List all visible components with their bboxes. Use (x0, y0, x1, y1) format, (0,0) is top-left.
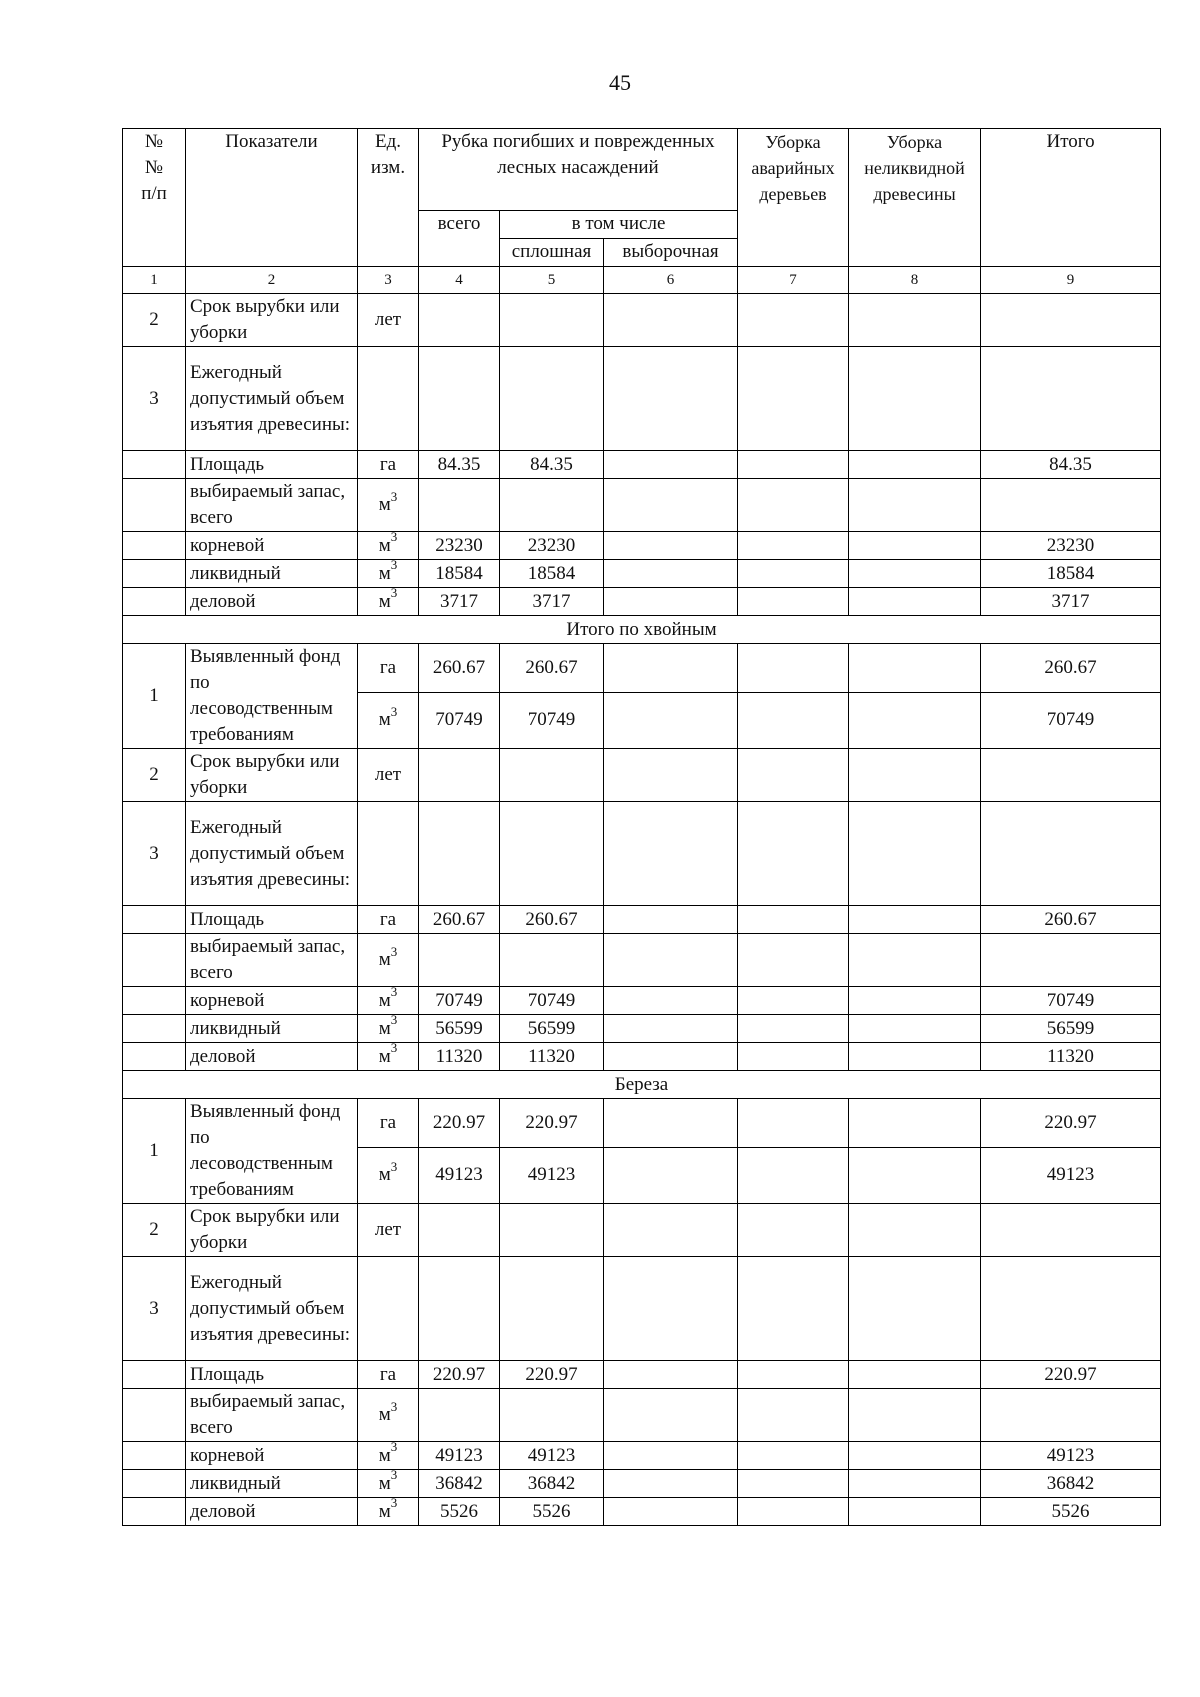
col-number: 8 (849, 267, 981, 294)
header-selective: выборочная (604, 239, 738, 267)
table-row: ликвидный $м^3$ 36842 36842 36842 (123, 1470, 1161, 1498)
col-number: 1 (123, 267, 186, 294)
section-title: Итого по хвойным (123, 616, 1161, 644)
table-row: 3 Ежегодный допустимый объем изъятия древесины: (123, 802, 1161, 906)
table-row: Площадь га 260.67 260.67 260.67 (123, 906, 1161, 934)
col-number: 4 (419, 267, 500, 294)
table-row: 3 Ежегодный допустимый объем изъятия древесины: (123, 347, 1161, 451)
table-row: деловой $м^3$ 5526 5526 5526 (123, 1498, 1161, 1526)
table-row: Площадь га 220.97 220.97 220.97 (123, 1361, 1161, 1389)
table-row: корневой $м^3$ 70749 70749 70749 (123, 987, 1161, 1015)
section-title-row (123, 616, 1161, 644)
table-row: ликвидный $м^3$ 56599 56599 56599 (123, 1015, 1161, 1043)
col-number: 3 (358, 267, 419, 294)
header-num: № № п/п (123, 129, 186, 267)
table-row: $м^3$ 70749 70749 70749 (123, 692, 1161, 748)
column-numbers-row (123, 267, 1161, 294)
table-row: деловой $м^3$ 3717 3717 3717 (123, 588, 1161, 616)
col-number: 5 (500, 267, 604, 294)
col-number: 6 (604, 267, 738, 294)
table-row: выбираемый запас, всего $м^3$ (123, 934, 1161, 987)
col-number: 7 (738, 267, 849, 294)
col-number: 9 (981, 267, 1161, 294)
header-including: в том числе (500, 211, 738, 239)
page-number: 45 (609, 70, 631, 95)
section-title: Береза (123, 1071, 1161, 1099)
table-row: Площадь га 84.35 84.35 84.35 (123, 451, 1161, 479)
table-row: 2 Срок вырубки или уборки лет (123, 749, 1161, 802)
table-row: 3 Ежегодный допустимый объем изъятия древесины: (123, 1257, 1161, 1361)
section-title-row (123, 1071, 1161, 1099)
table-row: выбираемый запас, всего $м^3$ (123, 479, 1161, 532)
table-row: 1 Выявленный фонд по лесоводственным требованиям га 260.67 260.67 260.67 (123, 644, 1161, 693)
table-row: $м^3$ 49123 49123 49123 (123, 1147, 1161, 1203)
table-row: корневой $м^3$ 23230 23230 23230 (123, 532, 1161, 560)
felling-indicators-table (122, 128, 1161, 1526)
table-row: 1 Выявленный фонд по лесоводственным требованиям га 220.97 220.97 220.97 (123, 1099, 1161, 1148)
col-number: 2 (186, 267, 358, 294)
header-emergency: Уборка аварийных деревьев (738, 129, 849, 267)
table-row: выбираемый запас, всего $м^3$ (123, 1389, 1161, 1442)
header-total: всего (419, 211, 500, 267)
table-row: 2 Срок вырубки или уборки лет (123, 1204, 1161, 1257)
header-indicators: Показатели (186, 129, 358, 267)
header-felling: Рубка погибших и поврежденных лесных насаждений (419, 129, 738, 211)
header-unit: Ед. изм. (358, 129, 419, 267)
header-clear: сплошная (500, 239, 604, 267)
table-row: 2 Срок вырубки или уборки лет (123, 294, 1161, 347)
table-row: деловой $м^3$ 11320 11320 11320 (123, 1043, 1161, 1071)
table-row: корневой $м^3$ 49123 49123 49123 (123, 1442, 1161, 1470)
header-illiquid: Уборка неликвидной древесины (849, 129, 981, 267)
table-row: ликвидный $м^3$ 18584 18584 18584 (123, 560, 1161, 588)
header-itogo: Итого (981, 129, 1161, 267)
